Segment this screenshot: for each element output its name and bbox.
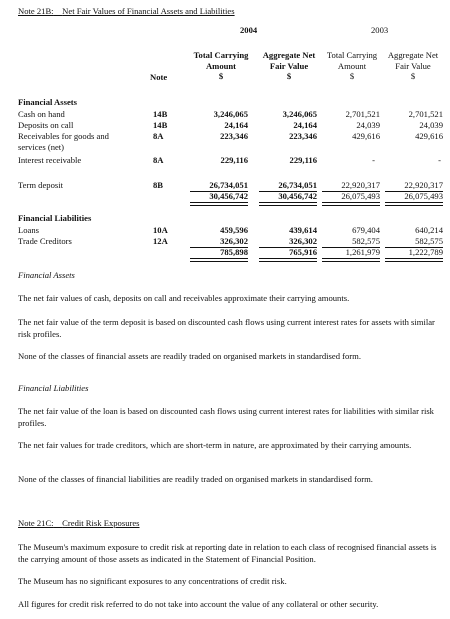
col-header-line: Total Carrying <box>193 50 249 60</box>
col-header-line: Fair Value <box>269 60 309 71</box>
note-21c-paragraph: All figures for credit risk referred to do not take into account the value of any collateral or other security. <box>18 599 379 609</box>
cell-fair-2003: - <box>438 155 441 165</box>
cell-carrying-2003: - <box>372 155 375 165</box>
cell-carrying-2004: 326,302 <box>220 236 248 246</box>
assets-note-paragraph: The net fair values of cash, deposits on call and receivables approximate their carrying amounts. <box>18 293 350 303</box>
cell-carrying-2004: 459,596 <box>220 225 248 235</box>
cell-carrying-2003: 24,039 <box>356 120 380 130</box>
row-note: 12A <box>153 236 168 246</box>
note-21c-title <box>18 518 140 529</box>
liabilities-notes-heading: Financial Liabilities <box>18 383 89 393</box>
year-2004-header: 2004 <box>240 25 258 35</box>
financial-liabilities-heading: Financial Liabilities <box>18 213 92 223</box>
cell-fair-2004: 326,302 <box>289 236 317 246</box>
cell-carrying-2003: 22,920,317 <box>341 180 380 190</box>
cell-carrying-2003: 2,701,521 <box>345 109 380 119</box>
col-header-line: Aggregate Net <box>262 50 316 60</box>
col-header-line: Aggregate Net <box>387 50 439 60</box>
total-carrying-2004: 30,456,742 <box>209 191 248 201</box>
cell-fair-2004: 229,116 <box>289 155 317 165</box>
col-header-carrying-2004 <box>186 50 256 82</box>
row-label: Trade Creditors <box>18 236 72 246</box>
total-fair-2004: 765,916 <box>289 247 317 257</box>
cell-fair-2003: 582,575 <box>415 236 443 246</box>
col-header-fair-2003 <box>383 50 443 82</box>
liabilities-note-paragraph: None of the classes of financial liabilities are readily traded on organised markets in standardised form. <box>18 474 373 484</box>
cell-carrying-2004: 24,164 <box>224 120 248 130</box>
currency-label: $ <box>410 71 416 82</box>
cell-fair-2003: 429,616 <box>415 131 443 141</box>
total-double-rule <box>259 258 317 262</box>
cell-carrying-2004: 3,246,065 <box>213 109 248 119</box>
cell-fair-2004: 223,346 <box>289 131 317 141</box>
cell-fair-2004: 3,246,065 <box>282 109 317 119</box>
total-double-rule <box>385 258 443 262</box>
cell-carrying-2004: 223,346 <box>220 131 248 141</box>
cell-fair-2004: 439,614 <box>289 225 317 235</box>
cell-fair-2003: 22,920,317 <box>404 180 443 190</box>
total-carrying-2003: 1,261,979 <box>345 247 380 257</box>
row-note: 8A <box>153 131 164 141</box>
year-2003-header: 2003 <box>371 25 389 35</box>
cell-fair-2003: 24,039 <box>419 120 443 130</box>
col-header-fair-2004 <box>256 50 322 82</box>
note-21b-prefix: Note 21B: <box>18 6 54 16</box>
total-fair-2003: 1,222,789 <box>408 247 443 257</box>
col-header-line: Total Carrying <box>326 50 378 60</box>
row-label-continued: services (net) <box>18 142 65 152</box>
total-double-rule <box>190 258 248 262</box>
row-note: 8B <box>153 180 164 190</box>
note-21c-paragraph: The Museum has no significant exposures to any concentrations of credit risk. <box>18 576 287 586</box>
col-header-line: Amount <box>337 60 367 71</box>
row-note: 8A <box>153 155 164 165</box>
col-header-carrying-2003 <box>321 50 383 82</box>
row-label: Interest receivable <box>18 155 82 165</box>
cell-carrying-2004: 229,116 <box>220 155 248 165</box>
row-note: 10A <box>153 225 168 235</box>
assets-note-paragraph: The net fair value of the term deposit is based on discounted cash flows using current interest rates for assets with similar risk profiles. <box>18 317 435 339</box>
currency-label: $ <box>218 71 224 82</box>
note-21c-paragraph: The Museum's maximum exposure to credit risk at reporting date in relation to each class of recognised financial assets is the carrying amount of those assets as indicated in the Statement of Financial Position. <box>18 542 437 564</box>
total-double-rule <box>190 202 248 206</box>
cell-fair-2004: 24,164 <box>293 120 317 130</box>
cell-carrying-2004: 26,734,051 <box>209 180 248 190</box>
row-note: 14B <box>153 120 168 130</box>
row-label: Deposits on call <box>18 120 74 130</box>
col-header-line: Amount <box>205 60 237 71</box>
note-21b-heading: Net Fair Values of Financial Assets and Liabilities <box>62 6 235 16</box>
total-double-rule <box>322 202 380 206</box>
cell-carrying-2003: 582,575 <box>352 236 380 246</box>
cell-carrying-2003: 429,616 <box>352 131 380 141</box>
assets-note-paragraph: None of the classes of financial assets are readily traded on organised markets in standardised form. <box>18 351 361 361</box>
total-fair-2003: 26,075,493 <box>404 191 443 201</box>
cell-fair-2003: 640,214 <box>415 225 443 235</box>
total-double-rule <box>322 258 380 262</box>
cell-carrying-2003: 679,404 <box>352 225 380 235</box>
assets-notes-heading: Financial Assets <box>18 270 75 280</box>
total-double-rule <box>385 202 443 206</box>
total-carrying-2003: 26,075,493 <box>341 191 380 201</box>
total-fair-2004: 30,456,742 <box>278 191 317 201</box>
financial-assets-heading: Financial Assets <box>18 97 77 107</box>
note-21b-title <box>18 6 235 17</box>
note-21c-prefix: Note 21C: <box>18 518 54 528</box>
row-label: Receivables for goods and <box>18 131 109 141</box>
total-double-rule <box>259 202 317 206</box>
currency-label: $ <box>349 71 355 82</box>
liabilities-note-paragraph: The net fair values for trade creditors, which are short-term in nature, are approximated by their carrying amounts. <box>18 440 412 450</box>
total-carrying-2004: 785,898 <box>220 247 248 257</box>
row-label: Cash on hand <box>18 109 65 119</box>
col-header-note: Note <box>150 72 168 82</box>
note-21c-heading: Credit Risk Exposures <box>62 518 140 528</box>
cell-fair-2004: 26,734,051 <box>278 180 317 190</box>
col-header-line: Fair Value <box>395 60 431 71</box>
row-note: 14B <box>153 109 168 119</box>
row-label: Loans <box>18 225 40 235</box>
row-label: Term deposit <box>18 180 63 190</box>
currency-label: $ <box>286 71 292 82</box>
cell-fair-2003: 2,701,521 <box>408 109 443 119</box>
liabilities-note-paragraph: The net fair value of the loan is based on discounted cash flows using current interest rates for liabilities with similar risk profiles. <box>18 406 434 428</box>
